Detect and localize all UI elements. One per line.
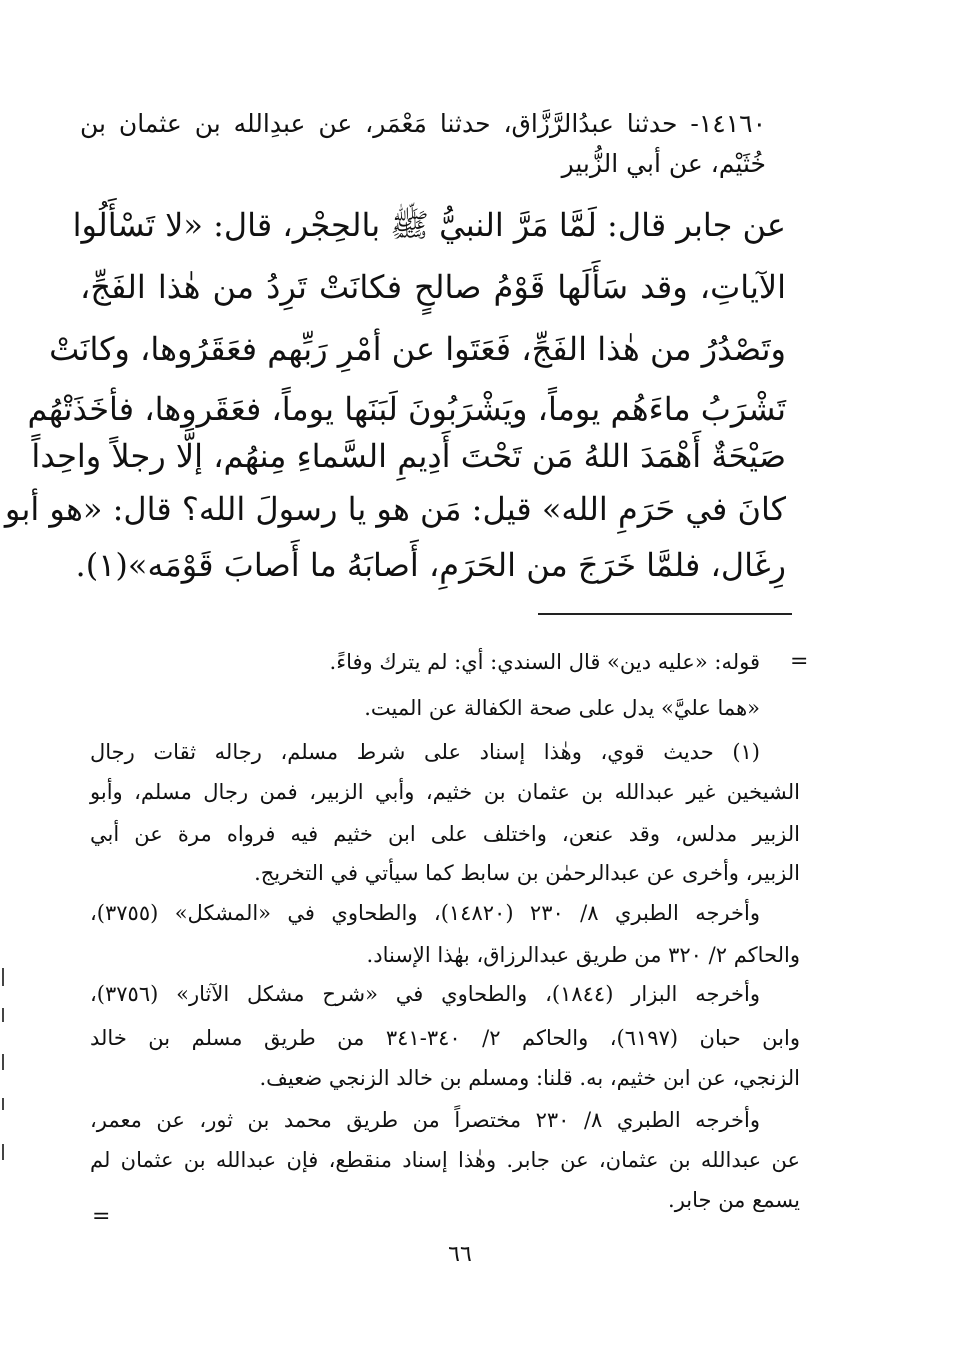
hadith-body-line-5: صَيْحَةٌ أَهْمَدَ اللهُ مَن تَحْتَ أَدِيمِ السَّماءِ مِنهُم، إلَّا رجلاً واحِداً [31,437,786,475]
footnote-continuation-mark: = [790,649,809,674]
footnote-line-6: الزبير، وأخرى عن عبدالرحمٰن بن سابط كما سيأتي في التخريج. [254,861,800,885]
hadith-body-line-3: وتَصْدُرُ من هٰذا الفَجِّ، فَعَتَوا عن أمْرِ رَبِّهم فعَقَرُوها، وكانَتْ [49,330,786,368]
hadith-heading-line-2: خُثَيْم، عن أبي الزُّبير [561,149,766,178]
hadith-heading-line-1: ١٤١٦٠- حدثنا عبدُالرَّزَّاق، حدثنا مَعْمَر، عن عبدِالله بن عثمان بن [80,109,766,138]
footnote-line-14: يسمع من جابر. [668,1188,800,1212]
footnote-line-11: الزنجي، عن ابن خثيم، به. قلنا: ومسلم بن خالد الزنجي ضعيف. [259,1066,800,1090]
hadith-body-line-4: تَشْرَبُ ماءَهُم يوماً، ويَشْرَبُونَ لَبَنَها يوماً، فعَقَروها، فأخَذَتْهُم [27,390,786,428]
hadith-body-line-7: رِغَال، فلمَّا خَرَجَ من الحَرَمِ، أَصابَهُ ما أَصابَ قَوْمَه»(١). [75,546,786,584]
footnote-separator [538,613,792,615]
footnote-line-10: وابن حبان (٦١٩٧)، والحاكم ٢/ ٣٤٠-٣٤١ من طريق مسلم بن خالد [90,1026,800,1050]
hadith-body-line-2: الآياتِ، وقد سَأَلَها قَوْمُ صالحٍ فكانَتْ تَرِدُ من هٰذا الفَجِّ، [80,268,786,306]
footnote-line-13: عن عبدالله بن عثمان، عن جابر. وهٰذا إسناد منقطع، فإن عبدالله بن عثمان لم [90,1148,800,1172]
footnote-line-2: «هما عليَّ» يدل على صحة الكفالة عن الميت. [364,696,760,720]
footnote-next-page-mark: = [92,1204,111,1229]
footnote-line-7: وأخرجه الطبري ٨/ ٢٣٠ (١٤٨٢٠)، والطحاوي في «المشكل» (٣٧٥٥)، [90,901,760,925]
footnote-line-8: والحاكم ٢/ ٣٢٠ من طريق عبدالرزاق، بهٰذا الإسناد. [366,943,800,967]
footnote-line-9: وأخرجه البزار (١٨٤٤)، والطحاوي في «شرح مشكل الآثار» (٣٧٥٦)، [90,982,760,1006]
footnote-line-1: قوله: «عليه دين» قال السندي: أي: لم يترك وفاءً. [329,650,760,674]
hadith-body-line-6: كانَ في حَرَمِ الله» قيل: مَن هو يا رسولَ الله؟ قال: «هو أبو [4,490,786,528]
page-number: ٦٦ [448,1242,472,1267]
scan-margin-marks [2,968,5,1178]
footnote-line-5: الزبير مدلس، وقد عنعن، واختلف على ابن خثيم فيه فرواه مرة عن أبي [90,822,800,846]
hadith-body-line-1: عن جابر قال: لَمَّا مَرَّ النبيُّ ﷺ بالحِجْر، قال: «لا تَسْأَلُوا [72,206,786,244]
footnote-line-12: وأخرجه الطبري ٨/ ٢٣٠ مختصراً من طريق محمد بن ثور، عن معمر، [90,1108,760,1132]
footnote-line-4: الشيخين غير عبدالله بن عثمان بن خثيم، وأبي الزبير، فمن رجال مسلم، وأبو [90,780,800,804]
footnote-line-3: (١) حديث قوي، وهٰذا إسناد على شرط مسلم، رجاله ثقات رجال [90,740,760,764]
